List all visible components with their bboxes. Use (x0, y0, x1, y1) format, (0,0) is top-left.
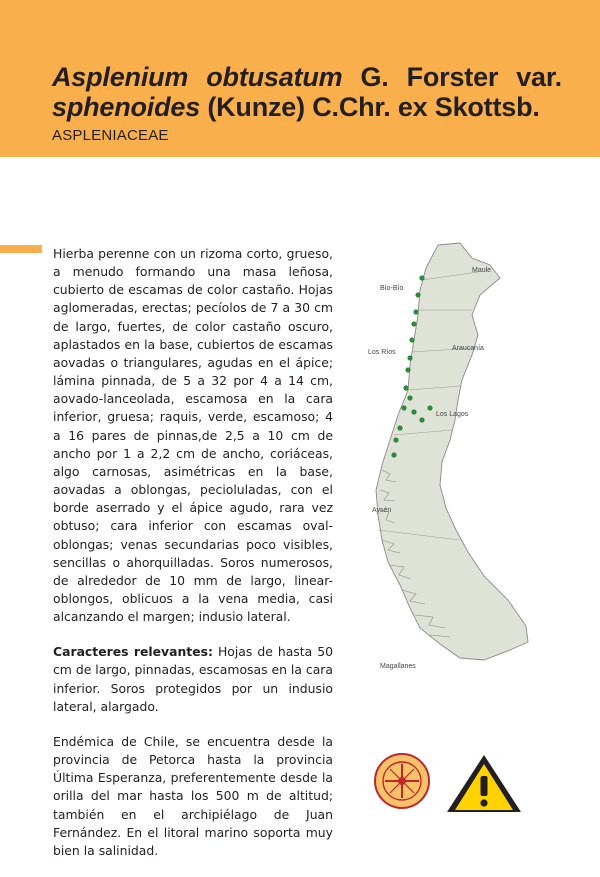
description-paragraph: Hierba perenne con un rizoma corto, grueso, a menudo formando una masa leñosa, cubierto de escamas de color castaño. Hojas aglomeradas, erectas; pecíolos de 7 a 30 cm de largo, fuertes, de color castaño oscuro, aplastados en la base, cubiertos de escamas aovadas o triangulares, agudas en el ápice; lámina pinnada, de 5 a 32 por 4 a 14 cm, aovado-lanceolada, escamosa en la cara inferior, gruesa; raquis, verde, escamoso; 4 a 16 pares de pinnas,de 2,5 a 10 cm de ancho por 1 a 2,2 cm de ancho, coriáceas, algo carnosas, asimétricas en la base, aovadas a oblongas, pecioluladas, con el borde aserrado y el ápice agudo, rara vez obtuso; cara inferior con escamas oval-oblongas; venas secundarias poco visibles, sencillas o ahorquilladas. Soros numerosos, de alrededor de 10 mm de largo, linear-oblongos, oblicuos a la vena media, casi alcanzando el margen; indusio lateral. (53, 246, 333, 625)
occurrence-dot (413, 309, 418, 314)
title-line-2 (52, 92, 562, 122)
occurrence-dot (419, 417, 424, 422)
occurrence-dot (419, 275, 424, 280)
occurrence-dot (393, 437, 398, 442)
accent-bar (0, 245, 42, 253)
map-label-araucania: Araucanía (452, 345, 484, 352)
distribution-paragraph: Endémica de Chile, se encuentra desde la provincia de Petorca hasta la provincia Última Esperanza, preferentemente desde la orilla del mar hasta los 500 m de altitud; también en el archipiélago de Juan Fernández. En el litoral marino soporta muy bien la salinidad. (53, 733, 333, 858)
distribution-map (360, 240, 535, 680)
body-text (53, 245, 333, 877)
map-label-aysen: Aysén (372, 507, 392, 514)
occurrence-dot (411, 409, 416, 414)
relevant-text: Hojas de hasta 50 cm de largo, pinnadas, escamosas en la cara inferior. Soros protegidos por un indusio lateral, alargado. (53, 644, 333, 714)
chile-mainland (376, 243, 528, 660)
map-label-maule: Maule (472, 267, 492, 274)
map-label-biobio: Bío-Bío (380, 285, 404, 292)
occurrence-dot (405, 367, 410, 372)
map-label-magallanes: Magallanes (380, 663, 416, 670)
title-variety: sphenoides (52, 92, 201, 122)
occurrence-dot (407, 395, 412, 400)
species-title (52, 62, 562, 122)
emblem-icon (373, 752, 431, 810)
occurrence-dot (403, 385, 408, 390)
title-author-1: G. Forster var. (342, 62, 562, 92)
relevant-label: Caracteres relevantes: (53, 644, 213, 660)
relevant-paragraph (53, 643, 333, 716)
occurrence-dot (427, 405, 432, 410)
occurrence-dot (397, 425, 402, 430)
occurrence-dot (401, 405, 406, 410)
warning-icon (445, 752, 523, 812)
occurrence-dot (407, 355, 412, 360)
occurrence-dot (411, 321, 416, 326)
title-genus-species: Asplenium obtusatum (52, 62, 343, 92)
occurrence-dot (391, 452, 396, 457)
map-label-loslagos: Los Lagos (436, 411, 469, 418)
map-label-losrios: Los Ríos (368, 349, 396, 356)
family-name: ASPLENIACEAE (52, 127, 169, 144)
occurrence-dot (415, 292, 420, 297)
occurrence-dot (409, 337, 414, 342)
title-line-1 (52, 62, 562, 92)
title-author-2: (Kunze) C.Chr. ex Skottsb. (200, 92, 540, 122)
